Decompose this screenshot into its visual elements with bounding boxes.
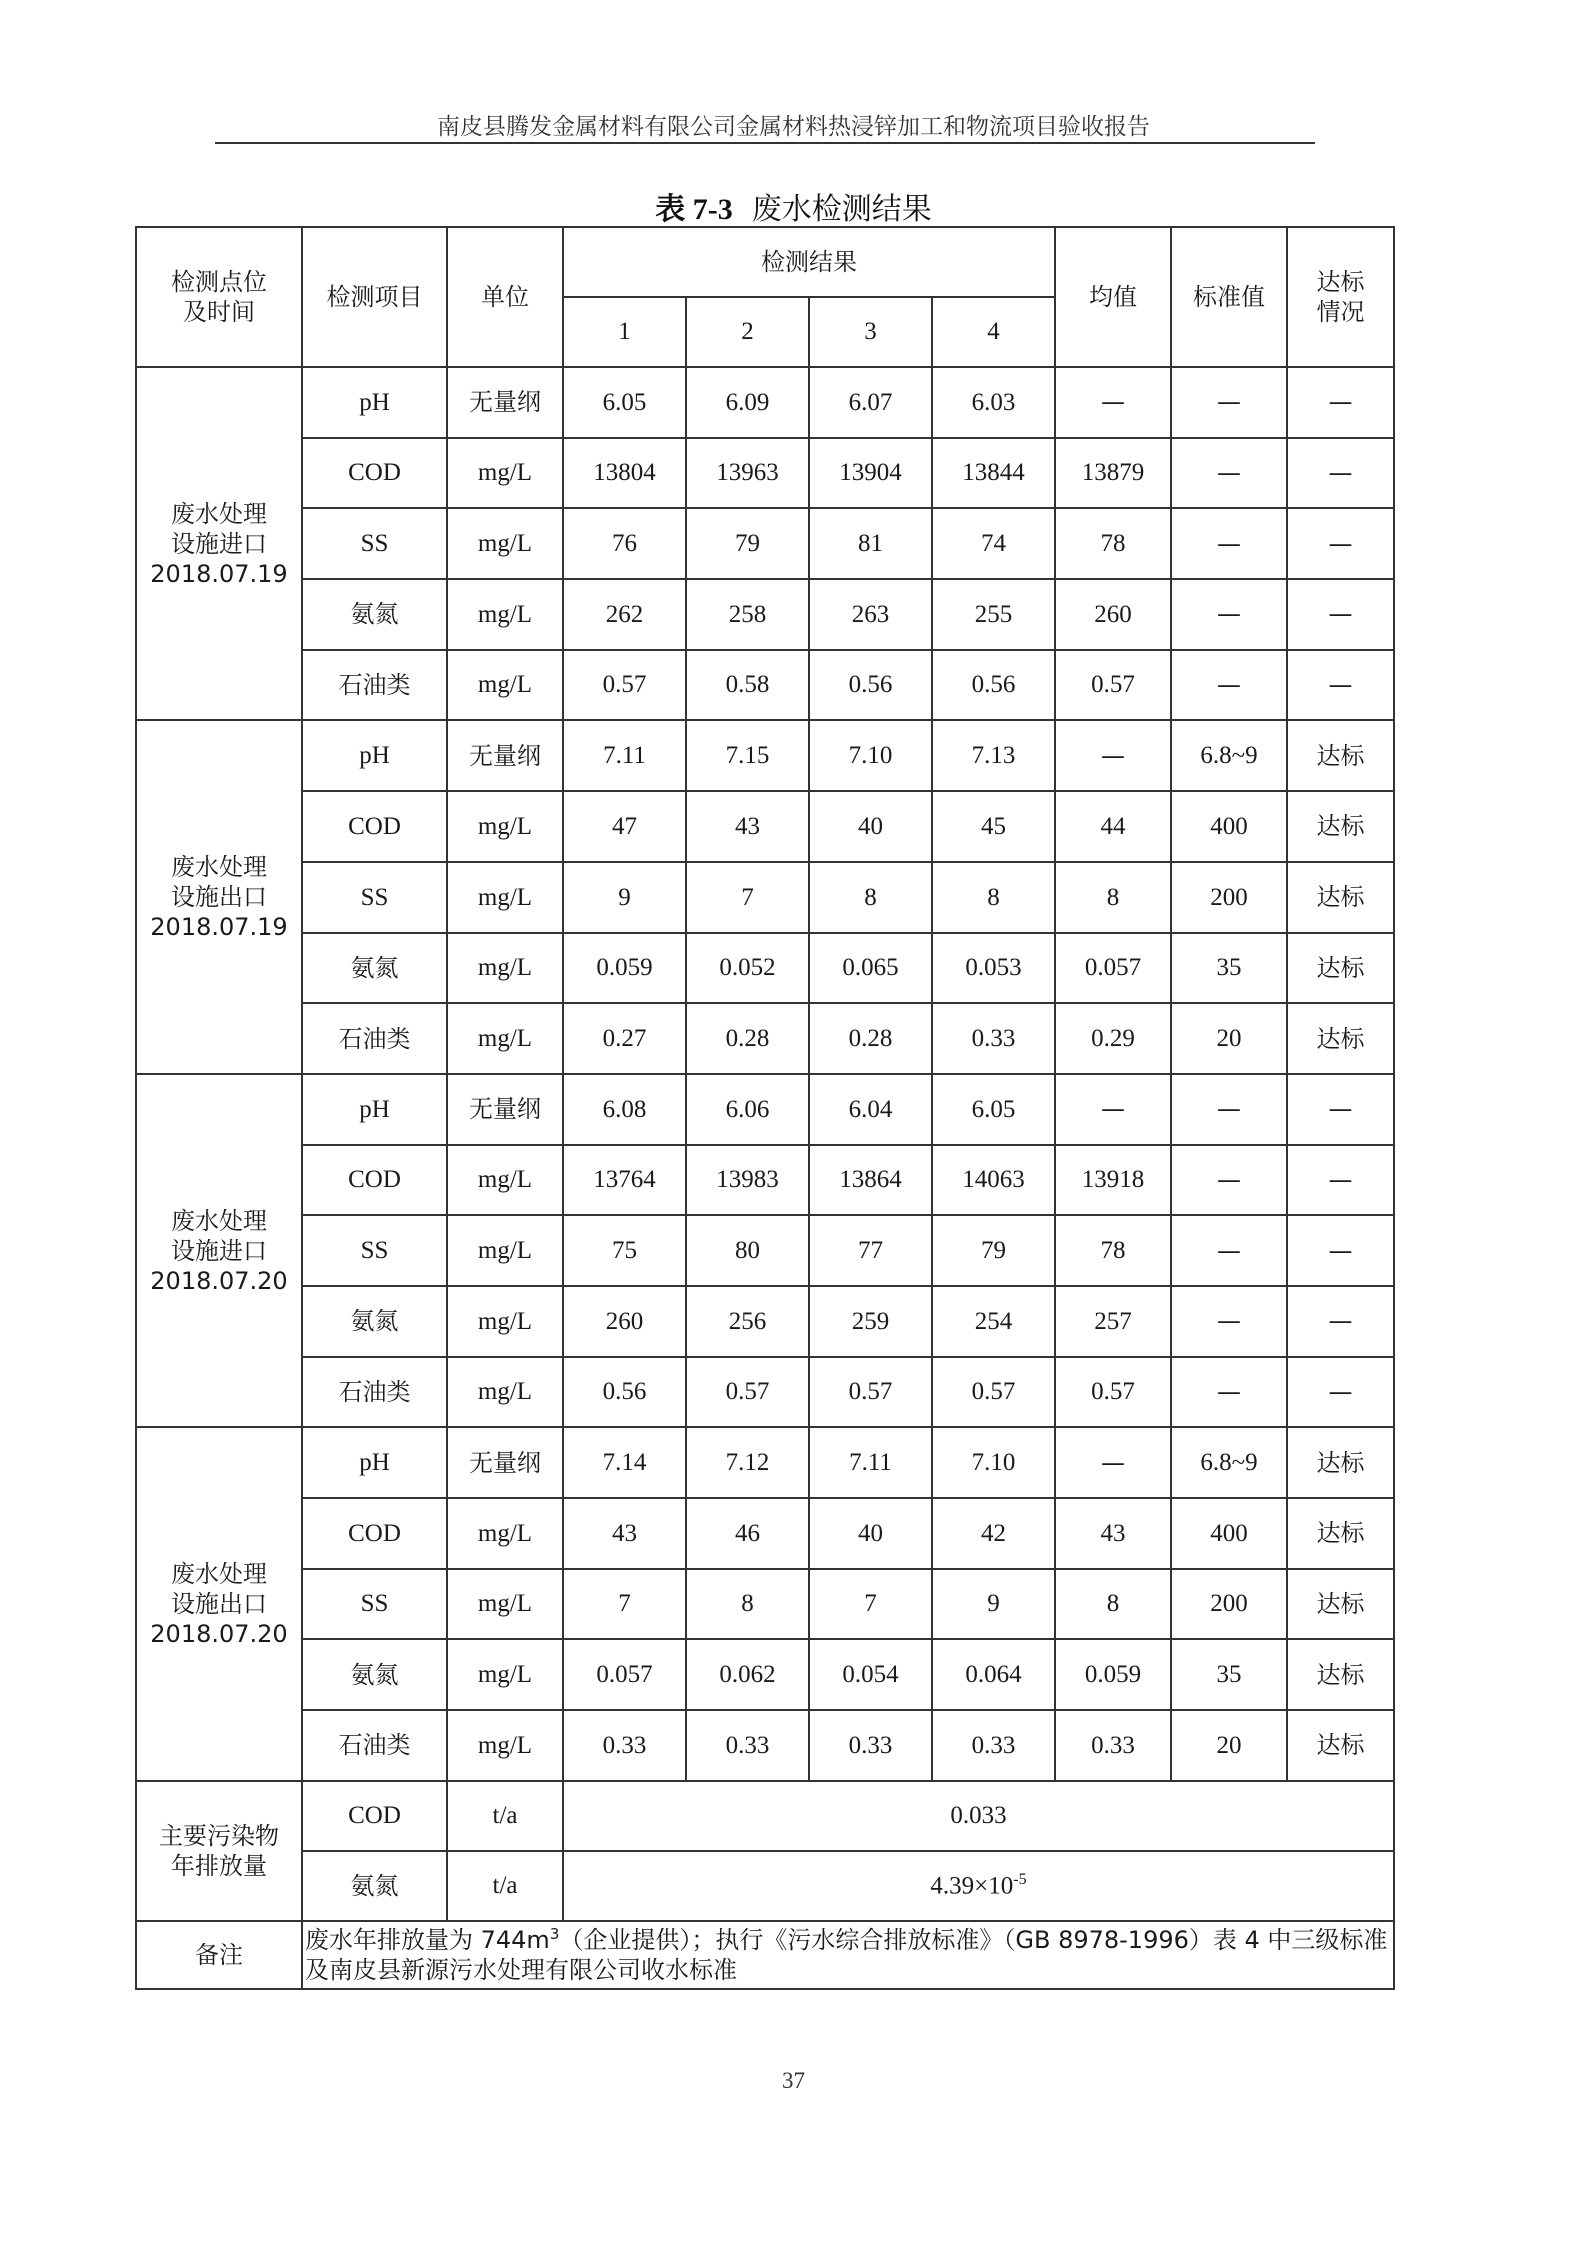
cell-mean: 78 [1055, 1215, 1171, 1286]
cell-compliance: — [1287, 1215, 1394, 1286]
cell-unit: mg/L [447, 650, 563, 721]
cell-standard: 400 [1171, 791, 1287, 862]
group-site-label: 废水处理 设施进口 2018.07.20 [136, 1074, 302, 1427]
col-header-run-1: 1 [563, 297, 686, 367]
cell-item: pH [302, 720, 447, 791]
cell-run-4: 0.064 [932, 1639, 1055, 1710]
cell-run-2: 46 [686, 1498, 809, 1569]
cell-run-1: 7.11 [563, 720, 686, 791]
cell-compliance: — [1287, 1357, 1394, 1428]
col-header-site-time: 检测点位 及时间 [136, 227, 302, 367]
cell-item: COD [302, 791, 447, 862]
cell-run-4: 255 [932, 579, 1055, 650]
cell-mean: — [1055, 720, 1171, 791]
table-row [136, 862, 1394, 933]
cell-run-1: 0.27 [563, 1003, 686, 1074]
cell-compliance: — [1287, 1074, 1394, 1145]
cell-item: COD [302, 1498, 447, 1569]
cell-run-3: 40 [809, 1498, 932, 1569]
cell-item: 氨氮 [302, 1639, 447, 1710]
cell-standard: 20 [1171, 1003, 1287, 1074]
cell-run-1: 9 [563, 862, 686, 933]
cell-mean: — [1055, 367, 1171, 438]
col-header-run-3: 3 [809, 297, 932, 367]
cell-run-1: 260 [563, 1286, 686, 1357]
cell-run-1: 262 [563, 579, 686, 650]
cell-run-1: 7 [563, 1569, 686, 1640]
cell-run-3: 6.07 [809, 367, 932, 438]
cell-run-3: 7 [809, 1569, 932, 1640]
cell-mean: 8 [1055, 1569, 1171, 1640]
cell-run-1: 6.05 [563, 367, 686, 438]
cell-run-1: 0.059 [563, 933, 686, 1004]
cell-run-2: 80 [686, 1215, 809, 1286]
cell-item: 石油类 [302, 1357, 447, 1428]
remark-text-sup: 3 [549, 1924, 560, 1943]
col-header-standard: 标准值 [1171, 227, 1287, 367]
table-row [136, 579, 1394, 650]
cell-run-4: 8 [932, 862, 1055, 933]
cell-standard: — [1171, 438, 1287, 509]
cell-standard: — [1171, 1215, 1287, 1286]
cell-standard: 400 [1171, 1498, 1287, 1569]
cell-run-3: 77 [809, 1215, 932, 1286]
cell-compliance: 达标 [1287, 791, 1394, 862]
cell-unit: 无量纲 [447, 1074, 563, 1145]
cell-item: COD [302, 438, 447, 509]
cell-run-1: 43 [563, 1498, 686, 1569]
cell-run-2: 6.09 [686, 367, 809, 438]
wastewater-results-table [135, 226, 1395, 1990]
cell-item: pH [302, 367, 447, 438]
cell-standard: — [1171, 1357, 1287, 1428]
table-caption-label: 表 7-3 [655, 193, 733, 226]
cell-run-3: 0.57 [809, 1357, 932, 1428]
cell-run-3: 0.56 [809, 650, 932, 721]
cell-standard: 35 [1171, 1639, 1287, 1710]
cell-item: SS [302, 862, 447, 933]
cell-standard: — [1171, 650, 1287, 721]
cell-run-4: 14063 [932, 1145, 1055, 1216]
cell-run-3: 263 [809, 579, 932, 650]
cell-unit: mg/L [447, 1286, 563, 1357]
cell-run-2: 13983 [686, 1145, 809, 1216]
table-row [136, 367, 1394, 438]
cell-mean: 8 [1055, 862, 1171, 933]
cell-run-4: 74 [932, 508, 1055, 579]
remark-label: 备注 [136, 1921, 302, 1989]
cell-mean: 0.057 [1055, 933, 1171, 1004]
cell-run-3: 0.33 [809, 1710, 932, 1781]
cell-compliance: 达标 [1287, 1569, 1394, 1640]
cell-mean: 13918 [1055, 1145, 1171, 1216]
cell-run-4: 13844 [932, 438, 1055, 509]
cell-run-3: 259 [809, 1286, 932, 1357]
cell-mean: 13879 [1055, 438, 1171, 509]
col-header-unit: 单位 [447, 227, 563, 367]
table-row [136, 1215, 1394, 1286]
cell-run-3: 7.10 [809, 720, 932, 791]
annual-item: COD [302, 1781, 447, 1851]
annual-item: 氨氮 [302, 1851, 447, 1921]
table-caption [0, 184, 1587, 228]
table-row [136, 1569, 1394, 1640]
cell-compliance: 达标 [1287, 1498, 1394, 1569]
page-number: 37 [782, 2068, 805, 2093]
cell-run-4: 254 [932, 1286, 1055, 1357]
cell-compliance: — [1287, 650, 1394, 721]
cell-unit: mg/L [447, 1710, 563, 1781]
cell-unit: mg/L [447, 1215, 563, 1286]
cell-run-3: 40 [809, 791, 932, 862]
cell-mean: 78 [1055, 508, 1171, 579]
annual-discharge-label: 主要污染物 年排放量 [136, 1781, 302, 1921]
cell-run-3: 81 [809, 508, 932, 579]
cell-run-4: 7.10 [932, 1427, 1055, 1498]
cell-run-1: 0.33 [563, 1710, 686, 1781]
cell-unit: mg/L [447, 862, 563, 933]
cell-run-4: 42 [932, 1498, 1055, 1569]
cell-item: 石油类 [302, 1710, 447, 1781]
cell-compliance: 达标 [1287, 933, 1394, 1004]
cell-compliance: — [1287, 1145, 1394, 1216]
cell-standard: — [1171, 1145, 1287, 1216]
cell-run-2: 256 [686, 1286, 809, 1357]
cell-mean: 44 [1055, 791, 1171, 862]
cell-compliance: 达标 [1287, 862, 1394, 933]
cell-run-2: 0.58 [686, 650, 809, 721]
cell-mean: 43 [1055, 1498, 1171, 1569]
cell-standard: 200 [1171, 1569, 1287, 1640]
cell-run-4: 0.57 [932, 1357, 1055, 1428]
cell-mean: 0.33 [1055, 1710, 1171, 1781]
group-site-label: 废水处理 设施进口 2018.07.19 [136, 367, 302, 720]
col-header-run-2: 2 [686, 297, 809, 367]
table-row [136, 933, 1394, 1004]
cell-run-2: 0.33 [686, 1710, 809, 1781]
cell-run-1: 76 [563, 508, 686, 579]
cell-run-1: 0.57 [563, 650, 686, 721]
cell-run-2: 0.28 [686, 1003, 809, 1074]
cell-standard: 6.8~9 [1171, 720, 1287, 791]
group-site-label: 废水处理 设施出口 2018.07.19 [136, 720, 302, 1073]
cell-run-2: 0.052 [686, 933, 809, 1004]
cell-mean: 0.29 [1055, 1003, 1171, 1074]
cell-standard: 20 [1171, 1710, 1287, 1781]
cell-mean: 257 [1055, 1286, 1171, 1357]
cell-run-4: 0.053 [932, 933, 1055, 1004]
cell-run-2: 8 [686, 1569, 809, 1640]
cell-unit: mg/L [447, 438, 563, 509]
remark-text-a: 废水年排放量为 744m [305, 1925, 550, 1954]
cell-run-2: 79 [686, 508, 809, 579]
table-row [136, 1427, 1394, 1498]
cell-standard: — [1171, 1286, 1287, 1357]
cell-item: 石油类 [302, 650, 447, 721]
table-row [136, 1145, 1394, 1216]
running-header: 南皮县腾发金属材料有限公司金属材料热浸锌加工和物流项目验收报告 [437, 114, 1150, 140]
table-row [136, 1357, 1394, 1428]
cell-mean: — [1055, 1074, 1171, 1145]
cell-run-2: 7.15 [686, 720, 809, 791]
cell-run-1: 13804 [563, 438, 686, 509]
cell-unit: 无量纲 [447, 1427, 563, 1498]
cell-run-2: 43 [686, 791, 809, 862]
cell-item: pH [302, 1427, 447, 1498]
cell-run-4: 9 [932, 1569, 1055, 1640]
cell-unit: mg/L [447, 1498, 563, 1569]
cell-item: 氨氮 [302, 579, 447, 650]
col-header-run-4: 4 [932, 297, 1055, 367]
remark-text-b: （企业提供）；执行《污水综合排放标准》（GB 8978-1996）表 4 中三级标准及南皮县新源污水处理有限公司收水标准 [305, 1925, 1388, 1984]
cell-run-1: 6.08 [563, 1074, 686, 1145]
cell-unit: 无量纲 [447, 720, 563, 791]
cell-run-4: 7.13 [932, 720, 1055, 791]
table-row [136, 791, 1394, 862]
cell-run-4: 6.05 [932, 1074, 1055, 1145]
cell-run-2: 7 [686, 862, 809, 933]
cell-run-3: 6.04 [809, 1074, 932, 1145]
cell-standard: — [1171, 508, 1287, 579]
cell-run-3: 13904 [809, 438, 932, 509]
cell-unit: 无量纲 [447, 367, 563, 438]
cell-run-3: 8 [809, 862, 932, 933]
cell-run-3: 13864 [809, 1145, 932, 1216]
cell-run-2: 7.12 [686, 1427, 809, 1498]
cell-run-1: 47 [563, 791, 686, 862]
cell-standard: 6.8~9 [1171, 1427, 1287, 1498]
cell-unit: mg/L [447, 508, 563, 579]
table-row [136, 1074, 1394, 1145]
table-row [136, 1710, 1394, 1781]
cell-run-1: 7.14 [563, 1427, 686, 1498]
annual-value [563, 1851, 1394, 1921]
cell-run-3: 0.28 [809, 1003, 932, 1074]
cell-unit: mg/L [447, 933, 563, 1004]
cell-run-4: 79 [932, 1215, 1055, 1286]
cell-run-4: 6.03 [932, 367, 1055, 438]
cell-run-1: 0.057 [563, 1639, 686, 1710]
table-caption-title: 废水检测结果 [751, 192, 932, 227]
cell-unit: mg/L [447, 1145, 563, 1216]
cell-run-3: 0.065 [809, 933, 932, 1004]
table-row [136, 1003, 1394, 1074]
cell-run-2: 258 [686, 579, 809, 650]
cell-compliance: — [1287, 367, 1394, 438]
cell-unit: mg/L [447, 1639, 563, 1710]
col-header-compliance: 达标 情况 [1287, 227, 1394, 367]
cell-compliance: — [1287, 1286, 1394, 1357]
cell-compliance: 达标 [1287, 720, 1394, 791]
cell-compliance: 达标 [1287, 1003, 1394, 1074]
cell-compliance: — [1287, 438, 1394, 509]
annual-unit: t/a [447, 1781, 563, 1851]
cell-compliance: 达标 [1287, 1427, 1394, 1498]
cell-item: COD [302, 1145, 447, 1216]
cell-run-2: 0.57 [686, 1357, 809, 1428]
cell-unit: mg/L [447, 1357, 563, 1428]
cell-mean: 0.57 [1055, 1357, 1171, 1428]
cell-compliance: — [1287, 579, 1394, 650]
annual-unit: t/a [447, 1851, 563, 1921]
cell-item: pH [302, 1074, 447, 1145]
cell-run-2: 13963 [686, 438, 809, 509]
cell-item: 石油类 [302, 1003, 447, 1074]
cell-standard: — [1171, 579, 1287, 650]
cell-item: SS [302, 1215, 447, 1286]
table-row [136, 508, 1394, 579]
cell-standard: — [1171, 367, 1287, 438]
cell-compliance: 达标 [1287, 1639, 1394, 1710]
cell-run-4: 45 [932, 791, 1055, 862]
cell-compliance: — [1287, 508, 1394, 579]
cell-unit: mg/L [447, 791, 563, 862]
cell-standard: 200 [1171, 862, 1287, 933]
remark-text [302, 1921, 1394, 1989]
cell-unit: mg/L [447, 579, 563, 650]
cell-run-4: 0.33 [932, 1003, 1055, 1074]
col-header-results: 检测结果 [563, 227, 1055, 297]
table-row [136, 438, 1394, 509]
cell-unit: mg/L [447, 1569, 563, 1640]
cell-run-2: 0.062 [686, 1639, 809, 1710]
cell-run-3: 0.054 [809, 1639, 932, 1710]
cell-item: 氨氮 [302, 933, 447, 1004]
annual-value: 0.033 [563, 1781, 1394, 1851]
col-header-mean: 均值 [1055, 227, 1171, 367]
cell-run-1: 13764 [563, 1145, 686, 1216]
col-header-item: 检测项目 [302, 227, 447, 367]
cell-standard: — [1171, 1074, 1287, 1145]
header-rule [215, 142, 1315, 144]
cell-run-4: 0.56 [932, 650, 1055, 721]
cell-run-1: 75 [563, 1215, 686, 1286]
table-row [136, 720, 1394, 791]
cell-run-3: 7.11 [809, 1427, 932, 1498]
cell-mean: 260 [1055, 579, 1171, 650]
cell-run-1: 0.56 [563, 1357, 686, 1428]
cell-run-2: 6.06 [686, 1074, 809, 1145]
cell-item: SS [302, 508, 447, 579]
cell-compliance: 达标 [1287, 1710, 1394, 1781]
cell-item: 氨氮 [302, 1286, 447, 1357]
cell-mean: — [1055, 1427, 1171, 1498]
cell-unit: mg/L [447, 1003, 563, 1074]
cell-mean: 0.059 [1055, 1639, 1171, 1710]
cell-run-4: 0.33 [932, 1710, 1055, 1781]
group-site-label: 废水处理 设施出口 2018.07.20 [136, 1427, 302, 1780]
table-row [136, 1639, 1394, 1710]
cell-item: SS [302, 1569, 447, 1640]
table-row [136, 1286, 1394, 1357]
table-row [136, 650, 1394, 721]
cell-mean: 0.57 [1055, 650, 1171, 721]
annual-value-base: 4.39×10 [930, 1872, 1014, 1900]
cell-standard: 35 [1171, 933, 1287, 1004]
annual-value-exponent: -5 [1013, 1870, 1027, 1888]
table-row [136, 1498, 1394, 1569]
